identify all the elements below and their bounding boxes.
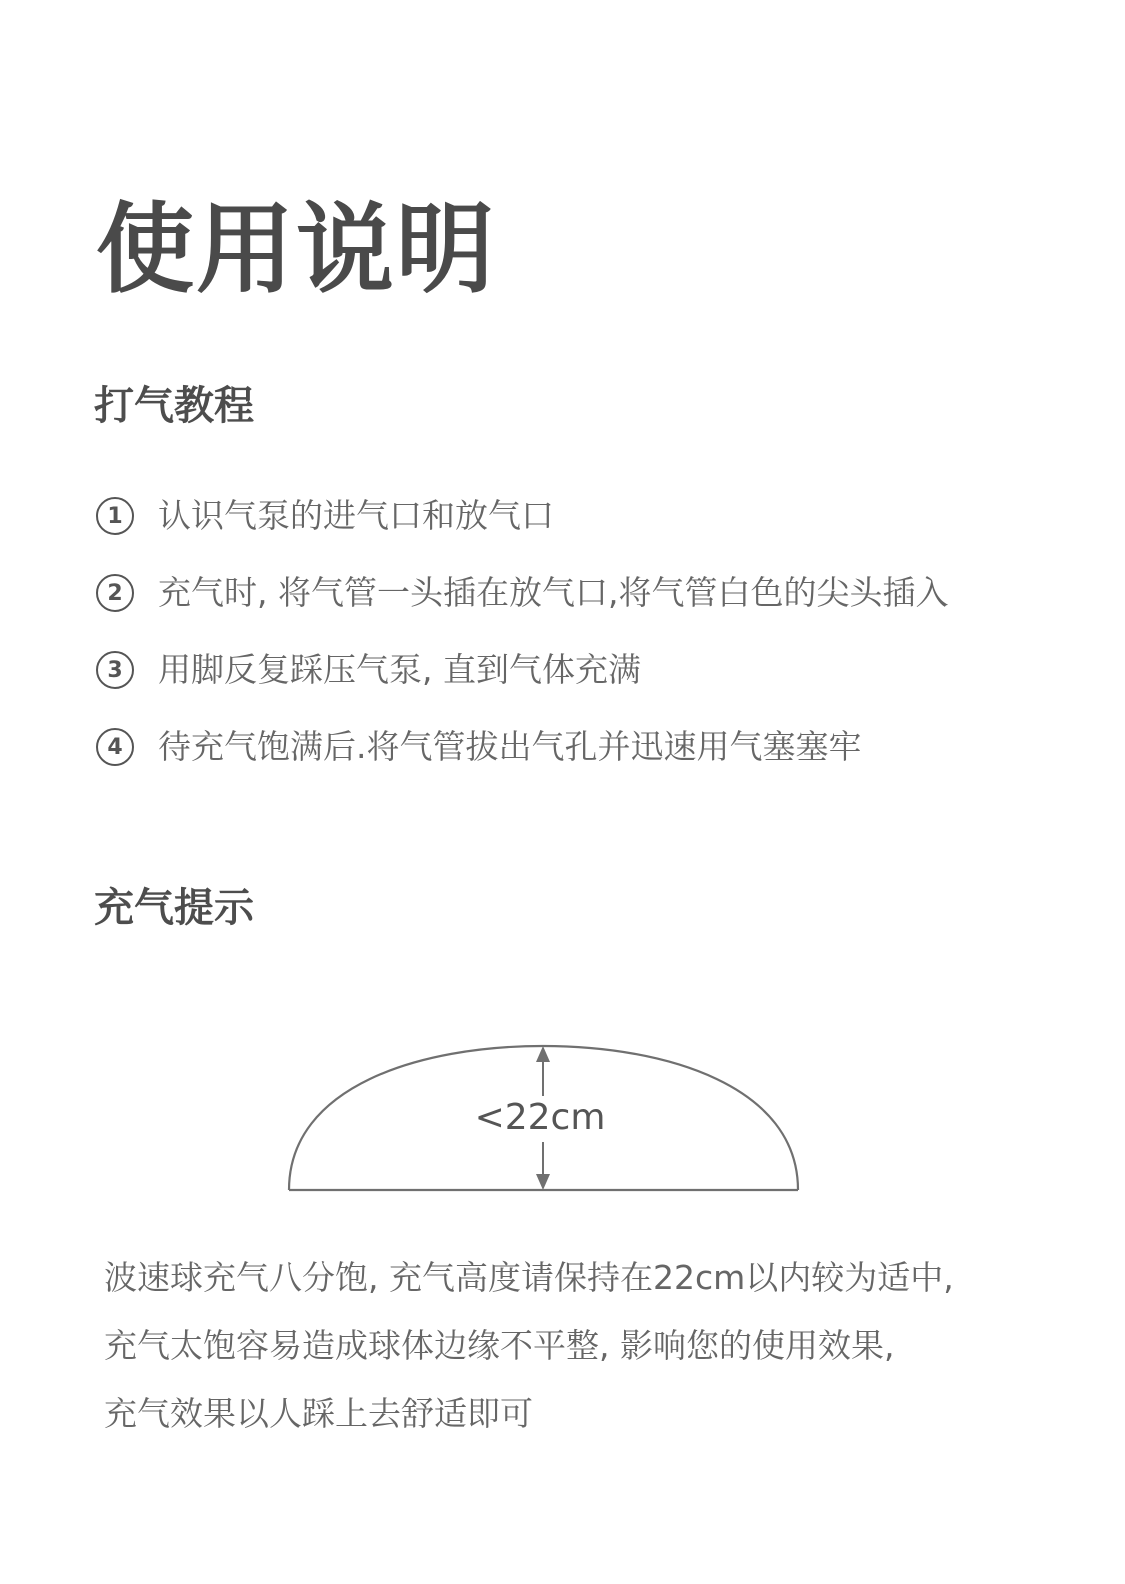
arrow-up-icon xyxy=(536,1046,550,1062)
page-title: 使用说明 xyxy=(96,193,497,307)
step-text: 认识气泵的进气口和放气口 xyxy=(158,496,554,535)
inflation-tutorial-heading: 打气教程 xyxy=(94,383,254,429)
arrow-down-icon xyxy=(536,1174,550,1190)
dome-height-diagram xyxy=(280,1036,810,1201)
step-item xyxy=(96,496,948,536)
step-item xyxy=(96,573,948,613)
inflation-tips-paragraph xyxy=(104,1258,1104,1462)
tips-line: 充气效果以人踩上去舒适即可 xyxy=(104,1394,533,1433)
inflation-tips-heading: 充气提示 xyxy=(94,885,254,931)
step-text: 充气时, 将气管一头插在放气口,将气管白色的尖头插入 xyxy=(158,573,949,612)
step-number-badge: 2 xyxy=(96,574,134,612)
step-text: 用脚反复踩压气泵, 直到气体充满 xyxy=(158,650,641,689)
step-number-badge: 4 xyxy=(96,728,134,766)
tips-line: 充气太饱容易造成球体边缘不平整, 影响您的使用效果, xyxy=(104,1326,895,1365)
step-item xyxy=(96,727,948,767)
step-number-badge: 3 xyxy=(96,651,134,689)
step-number-badge: 1 xyxy=(96,497,134,535)
tips-line: 波速球充气八分饱, 充气高度请保持在22cm以内较为适中, xyxy=(104,1258,954,1297)
inflation-steps-list xyxy=(96,496,948,804)
step-text: 待充气饱满后.将气管拔出气孔并迅速用气塞塞牢 xyxy=(158,727,862,766)
step-item xyxy=(96,650,948,690)
max-height-label: <22cm xyxy=(465,1098,615,1138)
